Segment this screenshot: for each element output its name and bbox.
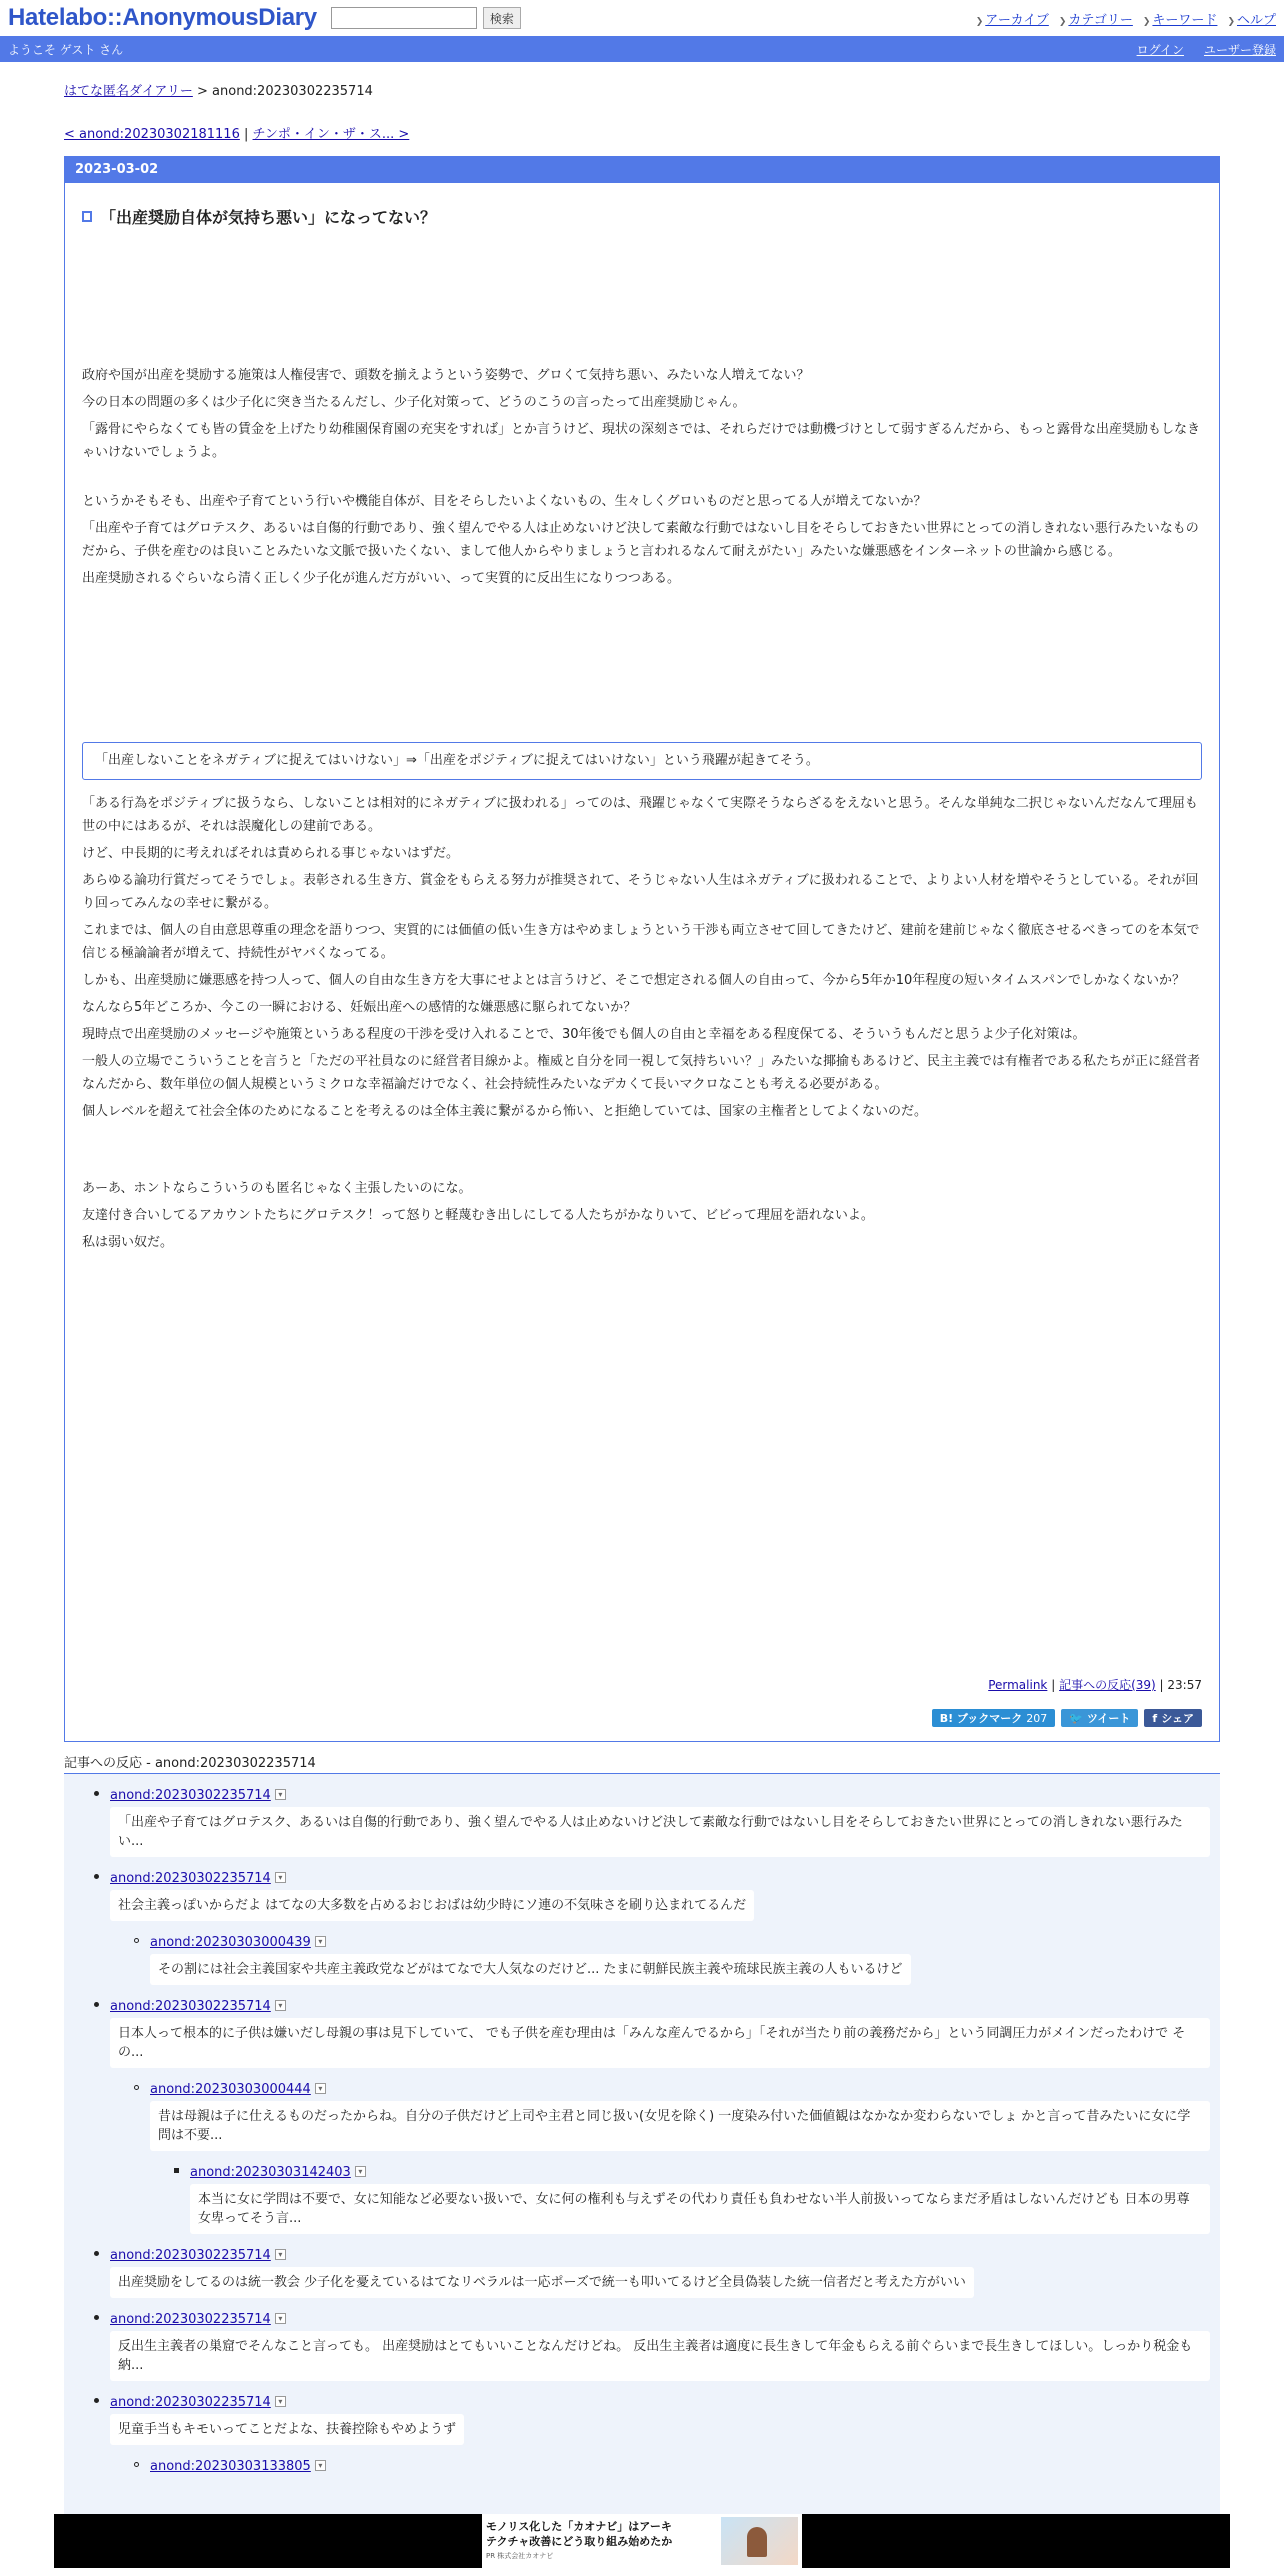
reaction-link[interactable]: anond:20230303000444 (150, 2082, 311, 2097)
reaction-excerpt: 反出生主義者の巣窟でそんなこと言っても。 出産奨励はとてもいいことなんだけどね。 反出生主義者は適度に長生きして年金もらえる前ぐらいまで長生きしてほしい。しっかり税金も納... (110, 2331, 1210, 2381)
bullet-icon (94, 2398, 99, 2403)
ad-image (721, 2517, 798, 2565)
day-date: 2023-03-02 (65, 157, 1219, 183)
search-input[interactable] (331, 7, 477, 29)
breadcrumb (64, 80, 1220, 99)
paragraph: 私は弱い奴だ。 (82, 1235, 174, 1250)
bullet-icon (94, 1791, 99, 1796)
reactions-heading: 記事への反応 - anond:20230302235714 (64, 1752, 1220, 1774)
paragraph: あらゆる論功行賞だってそうでしょ。表彰される生き方、賞金をもらえる努力が推奨されて、そうじゃない人生はネガティブに扱われることで、よりよい人材を増やそうとしている。それが回り回ってみんなの幸せに繋がる。 (82, 873, 1199, 911)
expand-icon[interactable]: ▾ (275, 1872, 286, 1883)
expand-icon[interactable]: ▾ (275, 1789, 286, 1800)
entry-title-text: 「出産奨励自体が気持ち悪い」になってない？ (100, 208, 437, 227)
paragraph: 現時点で出産奨励のメッセージや施策というある程度の干渉を受け入れることで、30年後でも個人の自由と幸福をある程度保てる、そういうもんだと思うよ少子化対策は。 (82, 1027, 1086, 1042)
reaction-item (74, 1931, 1210, 1995)
entry-title (82, 205, 1202, 228)
bullet-icon (94, 1874, 99, 1879)
reaction-link[interactable]: anond:20230302235714 (110, 1999, 271, 2014)
bookmark-count: 207 (1026, 1711, 1048, 1725)
reaction-link[interactable]: anond:20230302235714 (110, 1871, 271, 1886)
paragraph: 「露骨にやらなくても皆の賃金を上げたり幼稚園保育園の充実をすれば」とか言うけど、現状の深刻さでは、それらだけでは動機づけとして弱すぎるんだから、もっと露骨な出産奨励もしなきゃいけないでしょうよ。 (82, 422, 1201, 460)
reaction-excerpt: 本当に女に学問は不要で、女に知能など必要ない扱いで、女に何の権利も与えずその代わり責任も負わせない半人前扱いってならまだ矛盾はしないんだけども 日本の男尊女卑ってそう言... (190, 2184, 1210, 2234)
paragraph: 政府や国が出産を奨励する施策は人権侵害で、頭数を揃えようという姿勢で、グロくて気持ち悪い、みたいな人増えてない？ (82, 368, 810, 383)
expand-icon[interactable]: ▾ (315, 1936, 326, 1947)
expand-icon[interactable]: ▾ (315, 2083, 326, 2094)
ad-text (486, 2519, 717, 2564)
chevron-right-icon: ❯ (1142, 16, 1151, 27)
paragraph: 一般人の立場でこういうことを言うと「ただの平社員なのに経営者目線かよ。権威と自分を同一視して気持ちいい？」みたいな揶揄もあるけど、民主主義では有権者である私たちが正に経営者なんだから、数年単位の個人規模というミクロな幸福論だけでなく、社会持続性みたいなデカくて長いマクロなことも考える必要がある。 (82, 1054, 1201, 1092)
reaction-excerpt: 「出産や子育てはグロテスク、あるいは自傷的行動であり、強く望んでやる人は止めないけど決して素敵な行動ではないし目をそらしておきたい世界にとっての消しきれない悪行みたい... (110, 1807, 1210, 1857)
bullet-icon (134, 2085, 139, 2090)
paragraph: これまでは、個人の自由意思尊重の理念を語りつつ、実質的には価値の低い生き方はやめましょうという干渉も両立させて回してきたけど、建前を建前じゃなく徹底させるべきってのを本気で信じる極論論者が増えて、持続性がヤバくなってる。 (82, 923, 1200, 961)
nav-keyword[interactable]: キーワード (1152, 12, 1218, 28)
paragraph: 「出産や子育てはグロテスク、あるいは自傷的行動であり、強く望んでやる人は止めないけど決して素敵な行動ではないし目をそらしておきたい世界にとっての消しきれない悪行みたいなものだから、子供を産むのは良いことみたいな文脈で扱いたくない、まして他人からやりましょうと言われるなんて耐えがたい」みたいな嫌悪感をインターネットの世論から感じる。 (82, 521, 1199, 559)
reaction-link[interactable]: anond:20230303000439 (150, 1935, 311, 1950)
paragraph: しかも、出産奨励に嫌悪感を持つ人って、個人の自由な生き方を大事にせよとは言うけど、そこで想定される個人の自由って、今から5年か10年程度の短いタイムスパンでしかなくないか？ (82, 973, 1186, 988)
ad-sponsor: PR 株式会社カオナビ (486, 2551, 554, 2560)
reaction-item (74, 1867, 1210, 1931)
paragraph: というかそもそも、出産や子育てという行いや機能自体が、目をそらしたいよくないもの、生々しくグロいものだと思ってる人が増えてないか？ (82, 494, 927, 509)
expand-icon[interactable]: ▾ (275, 2000, 286, 2011)
reactions-list (64, 1774, 1220, 2514)
bottom-ad-banner[interactable] (54, 2514, 1230, 2568)
breadcrumb-current: anond:20230302235714 (212, 84, 373, 99)
reaction-link[interactable]: anond:20230302235714 (110, 2312, 271, 2327)
entry-permalink-icon[interactable] (82, 211, 92, 222)
expand-icon[interactable]: ▾ (315, 2460, 326, 2471)
reaction-link[interactable]: anond:20230303133805 (150, 2459, 311, 2474)
paragraph: けど、中長期的に考えればそれは責められる事じゃないはずだ。 (82, 846, 460, 861)
tweet-label: ツイート (1086, 1712, 1131, 1725)
bullet-icon (94, 2251, 99, 2256)
bullet-icon (174, 2168, 179, 2173)
entry-footer (988, 1676, 1202, 1693)
entry-body (65, 183, 1219, 1741)
facebook-icon: f (1152, 1711, 1158, 1725)
paragraph: 個人レベルを超えて社会全体のためになることを考えるのは全体主義に繋がるから怖い、と拒絶していては、国家の主権者としてよくないのだ。 (82, 1104, 928, 1119)
expand-icon[interactable]: ▾ (275, 2396, 286, 2407)
site-header (0, 0, 1284, 36)
expand-icon[interactable]: ▾ (275, 2249, 286, 2260)
reaction-link[interactable]: anond:20230303142403 (190, 2165, 351, 2180)
login-link[interactable]: ログイン (1136, 42, 1184, 57)
bullet-icon (94, 2002, 99, 2007)
reaction-item (74, 1995, 1210, 2068)
reaction-item (74, 2391, 1210, 2455)
footer-separator: | (1051, 1678, 1056, 1692)
search-button[interactable]: 検索 (483, 7, 521, 29)
paragraph: 友達付き合いしてるアカウントたちにグロテスク！って怒りと軽蔑むき出しにしてる人たちがかなりいて、ビビって理屈を語れないよ。 (82, 1208, 874, 1223)
reaction-item (74, 2078, 1210, 2151)
paragraph: なんなら5年どころか、今この一瞬における、妊娠出産への感情的な嫌悪感に駆られてないか？ (82, 1000, 637, 1015)
tweet-button[interactable] (1061, 1709, 1138, 1727)
user-bar (0, 36, 1284, 62)
reaction-excerpt: 出産奨励をしてるのは統一教会 少子化を憂えているはてなリベラルは一応ポーズで統一も叩いてるけど全員偽装した統一信者だと考えた方がいい (110, 2267, 974, 2298)
ad-content[interactable] (482, 2514, 802, 2568)
paragraph: 今の日本の問題の多くは少子化に突き当たるんだし、少子化対策って、どうのこうの言ったって出産奨励じゃん。 (82, 395, 746, 410)
hatena-bookmark-button[interactable] (932, 1709, 1055, 1727)
reaction-excerpt: 児童手当もキモいってことだよな、扶養控除もやめようず (110, 2414, 464, 2445)
breadcrumb-home[interactable]: はてな匿名ダイアリー (64, 84, 193, 99)
nav-archive[interactable]: アーカイブ (985, 12, 1049, 28)
reactions-link[interactable]: 記事への反応(39) (1059, 1678, 1156, 1692)
blockquote: 「出産しないことをネガティブに捉えてはいけない」⇒「出産をポジティブに捉えてはいけない」という飛躍が起きてそう。 (82, 742, 1202, 780)
facebook-share-button[interactable] (1144, 1709, 1202, 1727)
next-entry-link[interactable]: チンポ・イン・ザ・ス... > (252, 127, 410, 142)
ad-headline-1: モノリス化した「カオナビ」はアーキ (486, 2519, 672, 2533)
paragraph: あーあ、ホントならこういうのも匿名じゃなく主張したいのにな。 (82, 1181, 472, 1196)
entry-pager (64, 123, 1220, 142)
reaction-excerpt: その割には社会主義国家や共産主義政党などがはてなで大人気なのだけど... たまに朝鮮民族主義や琉球民族主義の人もいるけど (150, 1954, 911, 1985)
diary-day (64, 156, 1220, 1742)
reaction-item (74, 2244, 1210, 2308)
reaction-excerpt: 社会主義っぽいからだよ はてなの大多数を占めるおじおばは幼少時にソ連の不気味さを刷り込まれてるんだ (110, 1890, 754, 1921)
bullet-icon (134, 1938, 139, 1943)
breadcrumb-separator: > (196, 84, 208, 99)
search-form (331, 7, 521, 29)
entry-time: | 23:57 (1159, 1678, 1202, 1692)
expand-icon[interactable]: ▾ (355, 2166, 366, 2177)
pager-separator: | (244, 127, 249, 142)
reaction-link[interactable]: anond:20230302235714 (110, 2395, 271, 2410)
chevron-right-icon: ❯ (975, 16, 984, 27)
reaction-item (74, 2161, 1210, 2234)
nav-category[interactable]: カテゴリー (1068, 12, 1133, 28)
reaction-link[interactable]: anond:20230302235714 (110, 2248, 271, 2263)
reaction-excerpt: 昔は母親は子に仕えるものだったからね。自分の子供だけど上司や主君と同じ扱い(女児を除く) 一度染み付いた価値観はなかなか変わらないでしょ かと言って昔みたいに女に学問は不要... (150, 2101, 1210, 2151)
permalink-link[interactable]: Permalink (988, 1678, 1048, 1692)
reaction-link[interactable]: anond:20230302235714 (110, 1788, 271, 1803)
ad-headline-2: テクチャ改善にどう取り組み始めたか (486, 2534, 673, 2548)
reaction-item (74, 2308, 1210, 2381)
chevron-right-icon: ❯ (1058, 16, 1067, 27)
welcome-text: ようこそ ゲスト さん (8, 42, 124, 57)
twitter-bird-icon: 🐦 (1069, 1711, 1083, 1725)
top-nav (976, 9, 1276, 28)
paragraph: 「ある行為をポジティブに扱うなら、しないことは相対的にネガティブに扱われる」ってのは、飛躍じゃなくて実際そうならざるをえないと思う。そんな単純な二択じゃないんだなんて理屈も世の中にはあるが、それは誤魔化しの建前である。 (82, 796, 1198, 834)
prev-entry-link[interactable]: < anond:20230302181116 (64, 127, 240, 142)
reaction-item (74, 2455, 1210, 2474)
hatena-bookmark-label: B! ブックマーク (939, 1712, 1023, 1725)
reaction-item (74, 1784, 1210, 1857)
share-label: シェア (1161, 1712, 1194, 1725)
bullet-icon (94, 2315, 99, 2320)
register-link[interactable]: ユーザー登録 (1203, 42, 1276, 57)
nav-help[interactable]: ヘルプ (1236, 12, 1276, 28)
main-content (64, 62, 1220, 2514)
share-buttons (932, 1709, 1202, 1727)
paragraph: 出産奨励されるぐらいなら清く正しく少子化が進んだ方がいい、って実質的に反出生になりつつある。 (82, 571, 681, 586)
bullet-icon (134, 2462, 139, 2467)
chevron-right-icon: ❯ (1227, 16, 1235, 27)
site-logo[interactable]: Hatelabo::AnonymousDiary (8, 4, 317, 31)
reaction-excerpt: 日本人って根本的に子供は嫌いだし母親の事は見下していて、 でも子供を産む理由は「みんな産んでるから」「それが当たり前の義務だから」という同調圧力がメインだったわけで その... (110, 2018, 1210, 2068)
expand-icon[interactable]: ▾ (275, 2313, 286, 2324)
